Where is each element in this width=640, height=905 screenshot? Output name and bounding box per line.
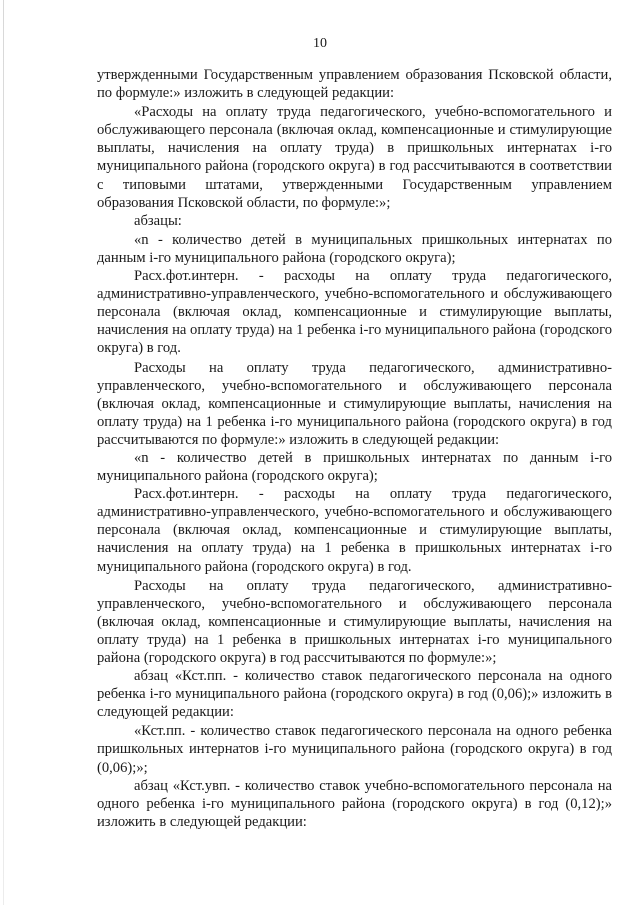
paragraph-9: Расходы на оплату труда педагогического, административно-управленческого, учебно-вспомогательного и обслуживающего персонала (включая оклад, компенсационные и стимулирующие выплаты, начисления на оплату труда) на 1 ребенка в пришкольных интернатах i-го муниципального района (городского округа) в год рассчитываются по формуле:»; [97,577,612,666]
page-number: 10 [313,36,327,51]
paragraph-12: абзац «Кст.увп. - количество ставок учебно-вспомогательного персонала на одного ребенка i-го муниципального района (городского округа) в год (0,12);» изложить в следующей редакции: [97,777,612,830]
paragraph-2: «Расходы на оплату труда педагогического, учебно-вспомогательного и обслуживающего персонала (включая оклад, компенсационные и стимулирующие выплаты, начисления на оплату труда) в пришкольных интернатах i-го муниципального района (городского округа) в год рассчитываются в соответствии с типовыми штатами, утвержденными Государственным управлением образования Псковской области, по формуле:»; [97,104,612,211]
paragraph-3: абзацы: [134,212,182,229]
paragraph-10: абзац «Кст.пп. - количество ставок педагогического персонала на одного ребенка i-го муниципального района (городского округа) в год (0,06);» изложить в следующей редакции: [97,668,612,721]
paragraph-4: «n - количество детей в муниципальных пришкольных интернатах по данным i-го муниципального района (городского округа); [97,231,612,266]
paragraph-7: «n - количество детей в пришкольных интернатах по данным i-го муниципального района (городского округа); [97,449,612,485]
paragraph-6: Расходы на оплату труда педагогического, административно-управленческого, учебно-вспомогательного и обслуживающего персонала (включая оклад, компенсационные и стимулирующие выплаты, начисления на оплату труда) на 1 ребенка i-го муниципального района (городского округа) в год рассчитываются по формуле:» изложить в следующей редакции: [97,359,612,448]
scan-edge-line [3,0,4,905]
document-body [97,66,612,831]
paragraph-5: Расх.фот.интерн. - расходы на оплату труда педагогического, административно-управленческого, учебно-вспомогательного и обслуживающего персонала (включая оклад, компенсационные и стимулирующие выплаты, начисления на оплату труда) на 1 ребенка i-го муниципального района (городского округа) в год. [97,268,612,357]
paragraph-11: «Кст.пп. - количество ставок педагогического персонала на одного ребенка пришкольных интернатов i-го муниципального района (городского округа) в год (0,06);»; [97,723,612,776]
paragraph-1: утвержденными Государственным управлением образования Псковской области, по формуле:» изложить в следующей редакции: [97,67,612,102]
paragraph-8: Расх.фот.интерн. - расходы на оплату труда педагогического, административно-управленческого, учебно-вспомогательного и обслуживающего персонала (включая оклад, компенсационные и стимулирующие выплаты, начисления на оплату труда) на 1 ребенка в пришкольных интернатах i-го муниципального района (городского округа) в год. [97,486,612,575]
